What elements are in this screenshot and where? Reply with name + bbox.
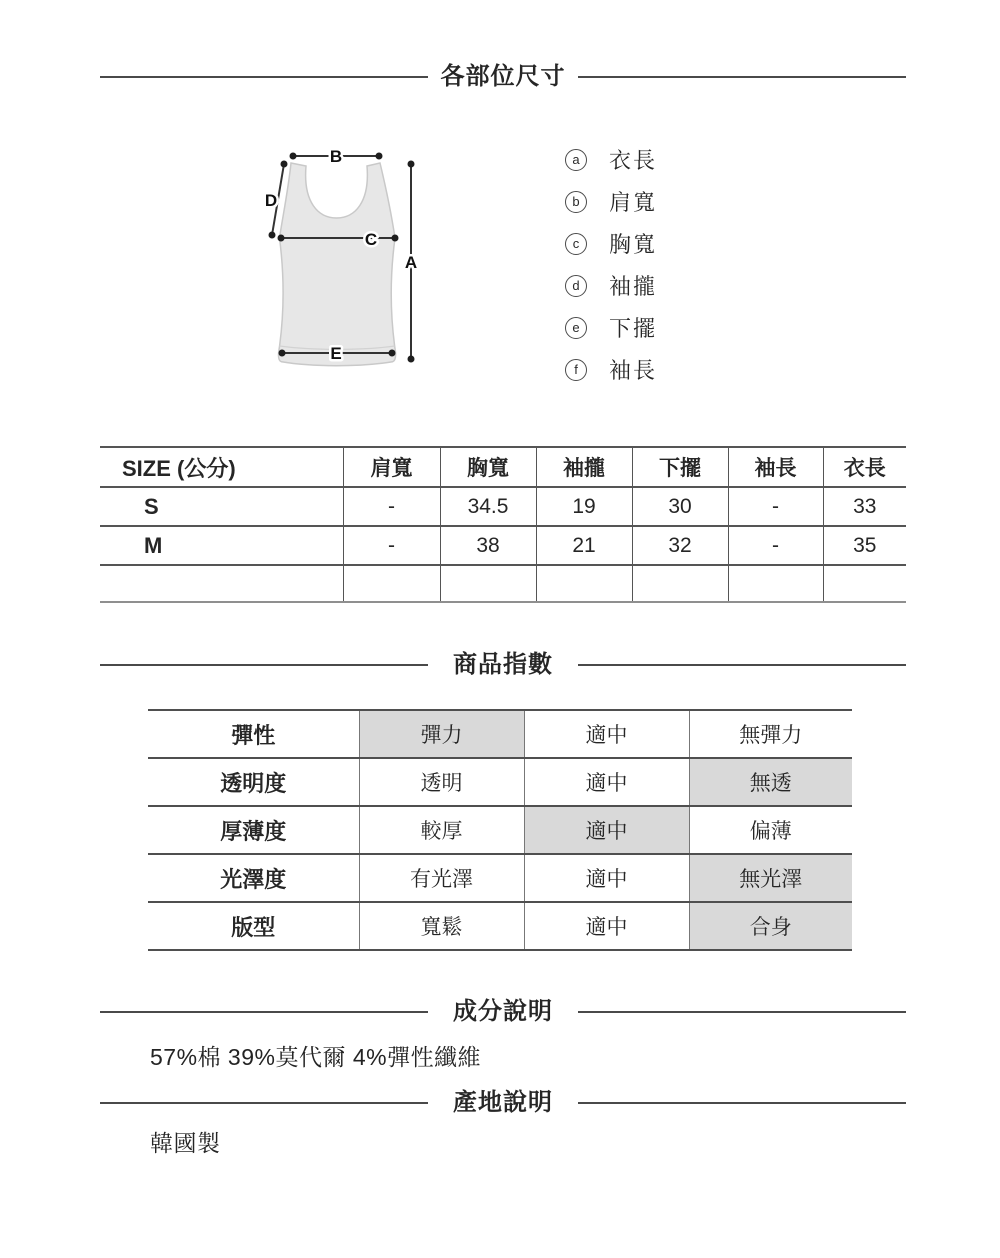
index-option: 適中	[524, 854, 689, 902]
header-rule-right	[578, 1011, 906, 1013]
size-table-header-sleeve: 袖長	[728, 447, 823, 487]
header-rule-left	[100, 1102, 428, 1104]
legend-key-badge: d	[565, 275, 587, 297]
measure-label-c: C	[364, 230, 378, 249]
legend-key-badge: b	[565, 191, 587, 213]
legend-key-badge: f	[565, 359, 587, 381]
section-title-composition: 成分說明	[453, 998, 553, 1025]
size-label: M	[144, 532, 163, 558]
index-row-label: 光澤度	[220, 866, 287, 892]
size-cell-empty	[728, 565, 823, 602]
index-option: 適中	[524, 758, 689, 806]
section-title-dimensions: 各部位尺寸	[440, 63, 566, 90]
section-title-index: 商品指數	[453, 651, 553, 678]
legend-item-armhole	[565, 274, 657, 297]
header-rule-left	[100, 76, 428, 78]
section-title-origin: 產地說明	[453, 1089, 553, 1116]
index-option: 彈力	[359, 710, 524, 758]
legend-label: 袖攏	[609, 274, 658, 299]
index-option: 有光澤	[359, 854, 524, 902]
size-table-row-empty	[100, 565, 906, 602]
index-row-label: 版型	[231, 914, 276, 940]
product-index-table	[148, 709, 852, 951]
legend-key-badge: a	[565, 149, 587, 171]
size-cell-empty	[343, 565, 440, 602]
size-cell: 38	[440, 526, 536, 565]
size-label: S	[144, 493, 159, 519]
size-cell: -	[343, 487, 440, 526]
legend-label: 胸寬	[609, 232, 658, 257]
legend-item-sleeve-length	[565, 358, 657, 381]
size-cell-empty	[440, 565, 536, 602]
section-header-index	[100, 650, 906, 680]
legend-label: 衣長	[609, 148, 658, 173]
section-header-composition	[100, 997, 906, 1027]
size-table-header-hem: 下擺	[632, 447, 728, 487]
size-table	[100, 446, 906, 603]
section-header-origin	[100, 1088, 906, 1118]
size-table-header-shoulder: 肩寬	[343, 447, 440, 487]
header-rule-left	[100, 1011, 428, 1013]
size-cell: 35	[823, 526, 906, 565]
size-table-header-size: SIZE (公分)	[122, 455, 236, 481]
header-rule-left	[100, 664, 428, 666]
index-option: 適中	[524, 710, 689, 758]
size-cell: -	[728, 526, 823, 565]
size-cell: 32	[632, 526, 728, 565]
index-row-label: 厚薄度	[220, 818, 287, 844]
index-row-label: 透明度	[220, 770, 287, 796]
index-option: 偏薄	[689, 806, 852, 854]
index-row-luster	[148, 854, 852, 902]
size-cell: 33	[823, 487, 906, 526]
size-cell-empty	[536, 565, 632, 602]
measure-label-b: B	[329, 147, 343, 166]
index-option: 無光澤	[689, 854, 852, 902]
legend-item-hem	[565, 316, 657, 339]
composition-text: 57%棉 39%莫代爾 4%彈性纖維	[150, 1044, 482, 1070]
index-option: 適中	[524, 902, 689, 950]
legend-item-garment-length	[565, 148, 657, 171]
legend-key-badge: c	[565, 233, 587, 255]
size-label-empty	[100, 565, 343, 602]
garment-measurement-diagram	[250, 138, 430, 378]
index-row-elasticity	[148, 710, 852, 758]
size-cell-empty	[632, 565, 728, 602]
header-rule-right	[578, 1102, 906, 1104]
measure-label-a: A	[404, 253, 418, 272]
legend-label: 袖長	[609, 358, 658, 383]
size-cell: 30	[632, 487, 728, 526]
section-header-dimensions	[100, 62, 906, 92]
tank-top-shape	[278, 163, 395, 366]
measure-label-e: E	[330, 344, 342, 363]
size-cell: 21	[536, 526, 632, 565]
legend-item-shoulder-width	[565, 190, 657, 213]
size-table-header-row	[100, 447, 906, 487]
header-rule-right	[578, 664, 906, 666]
size-table-row-m	[100, 526, 906, 565]
legend-item-chest-width	[565, 232, 657, 255]
size-table-header-armhole: 袖攏	[536, 447, 632, 487]
size-cell: -	[343, 526, 440, 565]
index-row-label: 彈性	[231, 722, 276, 748]
size-table-header-length: 衣長	[823, 447, 906, 487]
index-option: 無彈力	[689, 710, 852, 758]
index-option: 寬鬆	[359, 902, 524, 950]
index-row-thickness	[148, 806, 852, 854]
origin-text: 韓國製	[150, 1130, 221, 1156]
index-option: 透明	[359, 758, 524, 806]
size-cell: 19	[536, 487, 632, 526]
size-cell: 34.5	[440, 487, 536, 526]
index-option: 較厚	[359, 806, 524, 854]
size-cell-empty	[823, 565, 906, 602]
header-rule-right	[578, 76, 906, 78]
size-table-row-s	[100, 487, 906, 526]
index-option: 合身	[689, 902, 852, 950]
index-row-transparency	[148, 758, 852, 806]
measurement-legend	[565, 148, 657, 381]
legend-label: 下擺	[609, 316, 658, 341]
measure-label-d: D	[264, 191, 278, 210]
legend-label: 肩寬	[609, 190, 658, 215]
index-option: 適中	[524, 806, 689, 854]
size-table-header-chest: 胸寬	[440, 447, 536, 487]
index-option: 無透	[689, 758, 852, 806]
size-cell: -	[728, 487, 823, 526]
index-row-fit	[148, 902, 852, 950]
legend-key-badge: e	[565, 317, 587, 339]
